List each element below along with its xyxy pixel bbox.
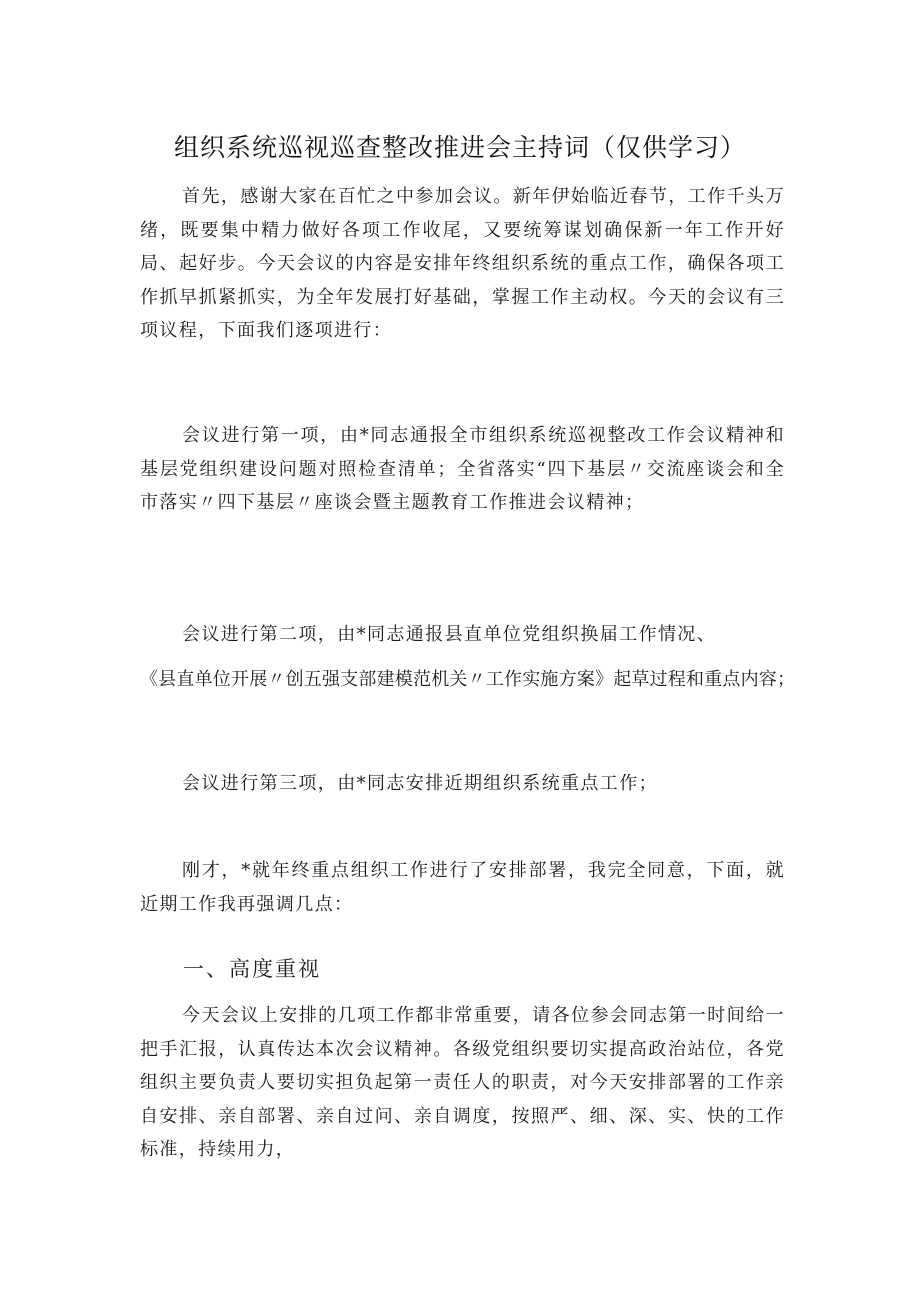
intro-paragraph: 首先，感谢大家在百忙之中参加会议。新年伊始临近春节，工作千头万绪，既要集中精力做好各项工作收尾，又要统筹谋划确保新一年工作开好局、起好步。今天会议的内容是安排年终组织系统的重点工作，确保各项工作抓早抓紧抓实，为全年发展打好基础，掌握工作主动权。今天的会议有三项议程，下面我们逐项进行： [140, 186, 785, 342]
agenda-item-2-line-1: 会议进行第二项，由*同志通报县直单位党组织换届工作情况、 [182, 624, 717, 645]
agenda-item-2-line-2: 《县直单位开展〃创五强支部建模范机关〃工作实施方案》起草过程和重点内容； [140, 669, 796, 690]
section-heading-1: 一、高度重视 [183, 957, 321, 981]
agenda-item-1: 会议进行第一项，由*同志通报全市组织系统巡视整改工作会议精神和基层党组织建设问题对照检查清单；全省落实“四下基层〃交流座谈会和全市落实〃四下基层〃座谈会暨主题教育工作推进会议精神； [140, 425, 785, 514]
transition-paragraph: 刚才，*就年终重点组织工作进行了安排部署，我完全同意，下面，就近期工作我再强调几点： [140, 860, 785, 915]
document-title: 组织系统巡视巡查整改推进会主持词（仅供学习） [173, 133, 746, 162]
agenda-item-3: 会议进行第三项，由*同志安排近期组织系统重点工作； [182, 773, 658, 794]
section-1-body: 今天会议上安排的几项工作都非常重要，请各位参会同志第一时间给一把手汇报，认真传达本次会议精神。各级党组织要切实提高政治站位，各党组织主要负责人要切实担负起第一责任人的职责，对今天安排部署的工作亲自安排、亲自部署、亲自过问、亲自调度，按照严、细、深、实、快的工作标准，持续用力， [140, 1005, 785, 1161]
